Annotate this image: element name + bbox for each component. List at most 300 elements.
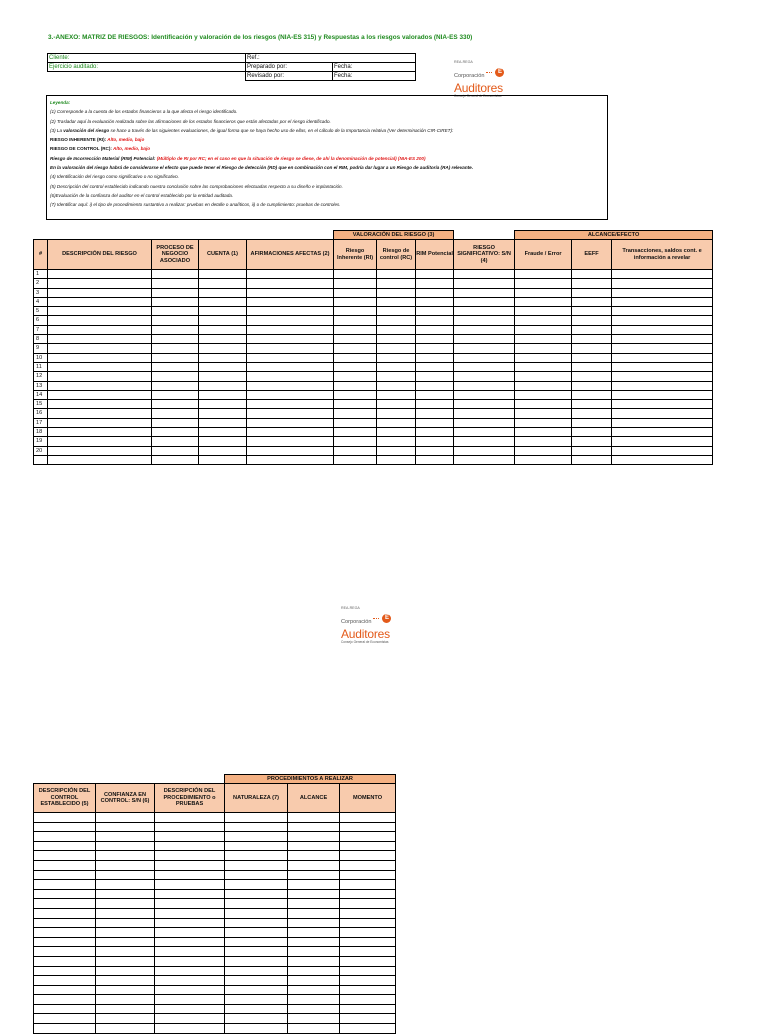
- table-cell[interactable]: [572, 418, 612, 427]
- table-cell[interactable]: [34, 937, 96, 947]
- table-cell[interactable]: [612, 288, 713, 297]
- table-cell[interactable]: [199, 381, 247, 390]
- table-cell[interactable]: [515, 344, 572, 353]
- table-cell[interactable]: [155, 976, 225, 986]
- table-cell[interactable]: [340, 1014, 396, 1024]
- table-cell[interactable]: [572, 307, 612, 316]
- table-cell[interactable]: [152, 335, 199, 344]
- table-cell[interactable]: [377, 279, 416, 288]
- table-cell[interactable]: [340, 851, 396, 861]
- table-cell[interactable]: [612, 297, 713, 306]
- table-cell[interactable]: [155, 966, 225, 976]
- table-cell[interactable]: [288, 995, 340, 1005]
- table-cell[interactable]: [96, 813, 155, 823]
- table-cell[interactable]: [612, 418, 713, 427]
- table-cell[interactable]: [152, 344, 199, 353]
- table-cell[interactable]: [247, 270, 334, 279]
- table-cell[interactable]: [247, 409, 334, 418]
- table-cell[interactable]: [48, 353, 152, 362]
- table-cell[interactable]: [225, 880, 288, 890]
- table-cell[interactable]: [155, 813, 225, 823]
- table-cell[interactable]: [34, 918, 96, 928]
- table-cell[interactable]: [199, 297, 247, 306]
- table-cell[interactable]: [152, 316, 199, 325]
- table-cell[interactable]: [515, 372, 572, 381]
- table-cell[interactable]: [247, 279, 334, 288]
- table-cell[interactable]: [34, 870, 96, 880]
- table-cell[interactable]: [247, 455, 334, 464]
- table-cell[interactable]: [34, 995, 96, 1005]
- table-cell[interactable]: [515, 455, 572, 464]
- table-cell[interactable]: [152, 409, 199, 418]
- table-cell[interactable]: [416, 270, 454, 279]
- table-cell[interactable]: [572, 297, 612, 306]
- table-cell[interactable]: [416, 446, 454, 455]
- table-cell[interactable]: [377, 307, 416, 316]
- table-cell[interactable]: [572, 446, 612, 455]
- table-cell[interactable]: [152, 279, 199, 288]
- table-cell[interactable]: [288, 1004, 340, 1014]
- table-cell[interactable]: [152, 325, 199, 334]
- table-cell[interactable]: [155, 851, 225, 861]
- table-cell[interactable]: [225, 947, 288, 957]
- table-cell[interactable]: [155, 956, 225, 966]
- table-cell[interactable]: [225, 1024, 288, 1034]
- table-cell[interactable]: [612, 270, 713, 279]
- table-cell[interactable]: [96, 1024, 155, 1034]
- table-cell[interactable]: [34, 841, 96, 851]
- table-cell[interactable]: [96, 860, 155, 870]
- table-cell[interactable]: [288, 947, 340, 957]
- table-cell[interactable]: [225, 889, 288, 899]
- table-cell[interactable]: [152, 446, 199, 455]
- table-cell[interactable]: [377, 390, 416, 399]
- table-cell[interactable]: [152, 353, 199, 362]
- table-cell[interactable]: [225, 832, 288, 842]
- table-cell[interactable]: [454, 270, 515, 279]
- table-cell[interactable]: [155, 1004, 225, 1014]
- table-cell[interactable]: [199, 437, 247, 446]
- table-cell[interactable]: [96, 937, 155, 947]
- table-cell[interactable]: [515, 288, 572, 297]
- table-cell[interactable]: [48, 335, 152, 344]
- table-cell[interactable]: [612, 316, 713, 325]
- table-cell[interactable]: [48, 418, 152, 427]
- table-cell[interactable]: [515, 325, 572, 334]
- table-cell[interactable]: [377, 270, 416, 279]
- table-cell[interactable]: [340, 899, 396, 909]
- table-cell[interactable]: [454, 455, 515, 464]
- table-cell[interactable]: [377, 428, 416, 437]
- table-cell[interactable]: [225, 860, 288, 870]
- table-cell[interactable]: [152, 400, 199, 409]
- table-cell[interactable]: [199, 344, 247, 353]
- table-cell[interactable]: [48, 270, 152, 279]
- table-cell[interactable]: [34, 966, 96, 976]
- table-cell[interactable]: [199, 428, 247, 437]
- table-cell[interactable]: [225, 928, 288, 938]
- table-cell[interactable]: [152, 288, 199, 297]
- table-cell[interactable]: [247, 418, 334, 427]
- table-cell[interactable]: [377, 362, 416, 371]
- table-cell[interactable]: [288, 860, 340, 870]
- table-cell[interactable]: [48, 446, 152, 455]
- table-cell[interactable]: [612, 279, 713, 288]
- table-cell[interactable]: [48, 316, 152, 325]
- table-cell[interactable]: [334, 409, 377, 418]
- table-cell[interactable]: [247, 335, 334, 344]
- table-cell[interactable]: [48, 381, 152, 390]
- table-cell[interactable]: [155, 860, 225, 870]
- table-cell[interactable]: [225, 995, 288, 1005]
- table-cell[interactable]: [416, 316, 454, 325]
- table-cell[interactable]: [454, 437, 515, 446]
- table-cell[interactable]: [572, 316, 612, 325]
- table-cell[interactable]: [416, 437, 454, 446]
- table-cell[interactable]: [515, 437, 572, 446]
- table-cell[interactable]: [48, 428, 152, 437]
- table-cell[interactable]: [34, 889, 96, 899]
- table-cell[interactable]: [454, 353, 515, 362]
- table-cell[interactable]: [572, 288, 612, 297]
- table-cell[interactable]: [334, 288, 377, 297]
- table-cell[interactable]: [416, 418, 454, 427]
- table-cell[interactable]: [454, 362, 515, 371]
- table-cell[interactable]: [155, 1024, 225, 1034]
- table-cell[interactable]: [515, 400, 572, 409]
- table-cell[interactable]: [247, 390, 334, 399]
- table-cell[interactable]: [155, 918, 225, 928]
- table-cell[interactable]: [334, 325, 377, 334]
- table-cell[interactable]: [572, 400, 612, 409]
- table-cell[interactable]: [454, 325, 515, 334]
- table-cell[interactable]: [334, 418, 377, 427]
- table-cell[interactable]: [454, 409, 515, 418]
- table-cell[interactable]: [515, 335, 572, 344]
- table-cell[interactable]: [155, 928, 225, 938]
- table-cell[interactable]: [225, 976, 288, 986]
- table-cell[interactable]: [152, 381, 199, 390]
- table-cell[interactable]: [225, 822, 288, 832]
- table-cell[interactable]: [515, 428, 572, 437]
- table-cell[interactable]: [340, 976, 396, 986]
- table-cell[interactable]: [454, 390, 515, 399]
- table-cell[interactable]: [225, 851, 288, 861]
- table-cell[interactable]: [288, 822, 340, 832]
- table-cell[interactable]: [288, 851, 340, 861]
- table-cell[interactable]: [199, 288, 247, 297]
- table-cell[interactable]: [247, 446, 334, 455]
- table-cell[interactable]: [454, 428, 515, 437]
- table-cell[interactable]: [96, 832, 155, 842]
- table-cell[interactable]: [416, 455, 454, 464]
- table-cell[interactable]: [515, 279, 572, 288]
- table-cell[interactable]: [155, 899, 225, 909]
- table-cell[interactable]: [288, 928, 340, 938]
- table-cell[interactable]: [572, 409, 612, 418]
- table-cell[interactable]: [454, 381, 515, 390]
- table-cell[interactable]: [96, 1004, 155, 1014]
- table-cell[interactable]: [288, 976, 340, 986]
- table-cell[interactable]: [96, 976, 155, 986]
- table-cell[interactable]: [377, 335, 416, 344]
- table-cell[interactable]: [199, 362, 247, 371]
- table-cell[interactable]: [34, 860, 96, 870]
- table-cell[interactable]: [152, 372, 199, 381]
- table-cell[interactable]: [155, 947, 225, 957]
- table-cell[interactable]: [225, 966, 288, 976]
- table-cell[interactable]: [96, 966, 155, 976]
- table-cell[interactable]: [416, 344, 454, 353]
- table-cell[interactable]: [340, 947, 396, 957]
- table-cell[interactable]: [515, 390, 572, 399]
- table-cell[interactable]: [96, 947, 155, 957]
- table-cell[interactable]: [416, 353, 454, 362]
- table-cell[interactable]: [225, 1004, 288, 1014]
- table-cell[interactable]: [155, 985, 225, 995]
- table-cell[interactable]: [515, 316, 572, 325]
- table-cell[interactable]: [340, 860, 396, 870]
- table-cell[interactable]: [247, 316, 334, 325]
- table-cell[interactable]: [288, 966, 340, 976]
- table-cell[interactable]: [34, 928, 96, 938]
- table-cell[interactable]: [340, 870, 396, 880]
- table-cell[interactable]: [48, 288, 152, 297]
- table-cell[interactable]: [96, 995, 155, 1005]
- table-cell[interactable]: [572, 353, 612, 362]
- table-cell[interactable]: [612, 335, 713, 344]
- table-cell[interactable]: [152, 297, 199, 306]
- table-cell[interactable]: [288, 1014, 340, 1024]
- table-cell[interactable]: [454, 372, 515, 381]
- table-cell[interactable]: [572, 372, 612, 381]
- table-cell[interactable]: [454, 307, 515, 316]
- table-cell[interactable]: [155, 937, 225, 947]
- table-cell[interactable]: [416, 335, 454, 344]
- table-cell[interactable]: [515, 353, 572, 362]
- table-cell[interactable]: [247, 362, 334, 371]
- table-cell[interactable]: [454, 279, 515, 288]
- table-cell[interactable]: [416, 409, 454, 418]
- table-cell[interactable]: [225, 841, 288, 851]
- table-cell[interactable]: [34, 822, 96, 832]
- table-cell[interactable]: [34, 908, 96, 918]
- table-cell[interactable]: [34, 832, 96, 842]
- table-cell[interactable]: [247, 307, 334, 316]
- table-cell[interactable]: [340, 1004, 396, 1014]
- table-cell[interactable]: [340, 985, 396, 995]
- table-cell[interactable]: [454, 316, 515, 325]
- table-cell[interactable]: [515, 381, 572, 390]
- table-cell[interactable]: [454, 446, 515, 455]
- table-cell[interactable]: [612, 446, 713, 455]
- table-cell[interactable]: [48, 372, 152, 381]
- table-cell[interactable]: [340, 889, 396, 899]
- table-cell[interactable]: [247, 381, 334, 390]
- table-cell[interactable]: [515, 307, 572, 316]
- table-cell[interactable]: [34, 976, 96, 986]
- table-cell[interactable]: [199, 307, 247, 316]
- table-cell[interactable]: [334, 390, 377, 399]
- table-cell[interactable]: [152, 418, 199, 427]
- table-cell[interactable]: [416, 400, 454, 409]
- table-cell[interactable]: [288, 985, 340, 995]
- table-cell[interactable]: [334, 437, 377, 446]
- table-cell[interactable]: [416, 381, 454, 390]
- table-cell[interactable]: [199, 455, 247, 464]
- table-cell[interactable]: [416, 390, 454, 399]
- table-cell[interactable]: [454, 335, 515, 344]
- table-cell[interactable]: [572, 455, 612, 464]
- table-cell[interactable]: [247, 400, 334, 409]
- table-cell[interactable]: [34, 947, 96, 957]
- table-cell[interactable]: [199, 409, 247, 418]
- table-cell[interactable]: [377, 418, 416, 427]
- table-cell[interactable]: [288, 937, 340, 947]
- table-cell[interactable]: [612, 400, 713, 409]
- table-cell[interactable]: [334, 270, 377, 279]
- table-cell[interactable]: [334, 400, 377, 409]
- table-cell[interactable]: [612, 390, 713, 399]
- table-cell[interactable]: [572, 381, 612, 390]
- table-cell[interactable]: [454, 288, 515, 297]
- table-cell[interactable]: [152, 455, 199, 464]
- table-cell[interactable]: [288, 908, 340, 918]
- table-cell[interactable]: [96, 851, 155, 861]
- table-cell[interactable]: [612, 409, 713, 418]
- table-cell[interactable]: [96, 918, 155, 928]
- table-cell[interactable]: [612, 325, 713, 334]
- table-cell[interactable]: [288, 880, 340, 890]
- table-cell[interactable]: [96, 822, 155, 832]
- table-cell[interactable]: [515, 418, 572, 427]
- table-cell[interactable]: [340, 966, 396, 976]
- table-cell[interactable]: [152, 428, 199, 437]
- table-cell[interactable]: [572, 335, 612, 344]
- table-cell[interactable]: [225, 956, 288, 966]
- table-cell[interactable]: [334, 381, 377, 390]
- table-cell[interactable]: [48, 390, 152, 399]
- table-cell[interactable]: [340, 880, 396, 890]
- table-cell[interactable]: [247, 297, 334, 306]
- table-cell[interactable]: [225, 985, 288, 995]
- table-cell[interactable]: [96, 841, 155, 851]
- table-cell[interactable]: [340, 956, 396, 966]
- table-cell[interactable]: [612, 437, 713, 446]
- table-cell[interactable]: [416, 428, 454, 437]
- table-cell[interactable]: [288, 956, 340, 966]
- table-cell[interactable]: [334, 279, 377, 288]
- table-cell[interactable]: [199, 325, 247, 334]
- table-cell[interactable]: [96, 985, 155, 995]
- table-cell[interactable]: [48, 437, 152, 446]
- table-cell[interactable]: [454, 400, 515, 409]
- table-cell[interactable]: [48, 362, 152, 371]
- table-cell[interactable]: [34, 851, 96, 861]
- table-cell[interactable]: [225, 899, 288, 909]
- table-cell[interactable]: [340, 918, 396, 928]
- table-cell[interactable]: [247, 325, 334, 334]
- table-cell[interactable]: [48, 279, 152, 288]
- table-cell[interactable]: [334, 316, 377, 325]
- table-cell[interactable]: [377, 446, 416, 455]
- table-cell[interactable]: [288, 813, 340, 823]
- table-cell[interactable]: [377, 381, 416, 390]
- table-cell[interactable]: [377, 409, 416, 418]
- table-cell[interactable]: [340, 1024, 396, 1034]
- table-cell[interactable]: [155, 870, 225, 880]
- table-cell[interactable]: [96, 870, 155, 880]
- table-cell[interactable]: [612, 381, 713, 390]
- table-cell[interactable]: [155, 995, 225, 1005]
- table-cell[interactable]: [340, 995, 396, 1005]
- table-cell[interactable]: [612, 372, 713, 381]
- table-cell[interactable]: [334, 372, 377, 381]
- table-cell[interactable]: [48, 344, 152, 353]
- table-cell[interactable]: [377, 325, 416, 334]
- table-cell[interactable]: [152, 307, 199, 316]
- table-cell[interactable]: [612, 455, 713, 464]
- table-cell[interactable]: [416, 372, 454, 381]
- table-cell[interactable]: [199, 372, 247, 381]
- table-cell[interactable]: [199, 279, 247, 288]
- table-cell[interactable]: [288, 1024, 340, 1034]
- table-cell[interactable]: [340, 822, 396, 832]
- table-cell[interactable]: [34, 1014, 96, 1024]
- table-cell[interactable]: [225, 908, 288, 918]
- table-cell[interactable]: [334, 446, 377, 455]
- table-cell[interactable]: [612, 307, 713, 316]
- table-cell[interactable]: [199, 390, 247, 399]
- table-cell[interactable]: [612, 353, 713, 362]
- table-cell[interactable]: [96, 880, 155, 890]
- table-cell[interactable]: [48, 297, 152, 306]
- table-cell[interactable]: [247, 288, 334, 297]
- table-cell[interactable]: [572, 428, 612, 437]
- table-cell[interactable]: [96, 908, 155, 918]
- table-cell[interactable]: [340, 841, 396, 851]
- table-cell[interactable]: [377, 297, 416, 306]
- table-cell[interactable]: [96, 889, 155, 899]
- table-cell[interactable]: [572, 362, 612, 371]
- table-cell[interactable]: [96, 899, 155, 909]
- table-cell[interactable]: [334, 428, 377, 437]
- table-cell[interactable]: [96, 928, 155, 938]
- table-cell[interactable]: [334, 353, 377, 362]
- table-cell[interactable]: [416, 288, 454, 297]
- table-cell[interactable]: [48, 409, 152, 418]
- table-cell[interactable]: [377, 372, 416, 381]
- table-cell[interactable]: [340, 832, 396, 842]
- table-cell[interactable]: [572, 390, 612, 399]
- table-cell[interactable]: [416, 297, 454, 306]
- table-cell[interactable]: [572, 437, 612, 446]
- table-cell[interactable]: [334, 297, 377, 306]
- table-cell[interactable]: [247, 428, 334, 437]
- table-cell[interactable]: [377, 400, 416, 409]
- table-cell[interactable]: [247, 437, 334, 446]
- table-cell[interactable]: [152, 362, 199, 371]
- table-cell[interactable]: [225, 870, 288, 880]
- table-cell[interactable]: [416, 307, 454, 316]
- table-cell[interactable]: [572, 279, 612, 288]
- table-cell[interactable]: [288, 889, 340, 899]
- table-cell[interactable]: [48, 400, 152, 409]
- table-cell[interactable]: [155, 832, 225, 842]
- table-cell[interactable]: [152, 437, 199, 446]
- table-cell[interactable]: [612, 362, 713, 371]
- table-cell[interactable]: [377, 353, 416, 362]
